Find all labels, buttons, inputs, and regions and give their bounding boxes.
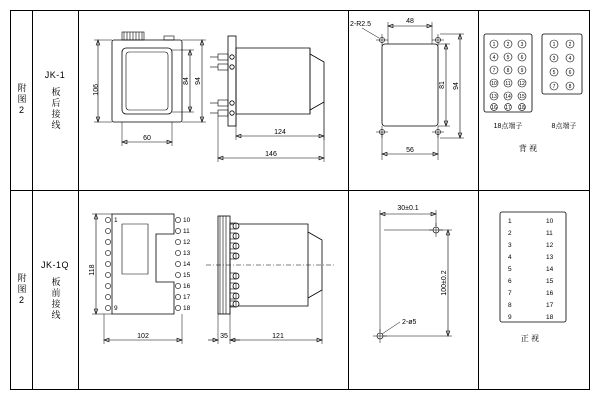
svg-text:15: 15 xyxy=(546,278,554,285)
svg-text:100±0.2: 100±0.2 xyxy=(441,270,448,296)
svg-text:14: 14 xyxy=(505,94,511,100)
terminal-group-8 xyxy=(550,40,574,90)
row2-figure-label: 附图2 xyxy=(16,273,27,307)
svg-text:8: 8 xyxy=(508,302,512,309)
svg-text:4: 4 xyxy=(568,56,572,62)
row2-model-cell xyxy=(32,190,78,390)
svg-text:1: 1 xyxy=(508,218,512,225)
svg-text:8: 8 xyxy=(568,84,572,90)
svg-text:9: 9 xyxy=(508,314,512,321)
svg-text:94: 94 xyxy=(195,77,202,85)
terminal-group-18 xyxy=(490,40,526,111)
svg-text:14: 14 xyxy=(183,261,191,268)
svg-text:17: 17 xyxy=(505,105,511,111)
row1-terminal-layout xyxy=(478,10,590,190)
row1-panel-cutout-drawing xyxy=(348,10,478,190)
row1-view-caption: 背 视 xyxy=(518,144,538,153)
svg-text:1: 1 xyxy=(552,42,556,48)
svg-text:10: 10 xyxy=(183,217,191,224)
svg-text:6: 6 xyxy=(568,70,572,76)
svg-text:2-R2.5: 2-R2.5 xyxy=(350,21,372,28)
svg-text:146: 146 xyxy=(265,151,277,158)
row1-outline-drawing xyxy=(78,10,348,190)
svg-text:94: 94 xyxy=(453,82,460,90)
svg-text:5: 5 xyxy=(506,55,510,61)
svg-text:7: 7 xyxy=(552,84,556,90)
row2-outline-drawing xyxy=(78,190,348,390)
svg-text:81: 81 xyxy=(439,81,446,89)
svg-text:1: 1 xyxy=(114,217,118,224)
svg-text:5: 5 xyxy=(552,70,556,76)
svg-text:3: 3 xyxy=(520,42,524,48)
row1-mount-type: 板后接线 xyxy=(50,86,61,131)
svg-text:13: 13 xyxy=(546,254,554,261)
svg-text:5: 5 xyxy=(508,266,512,273)
svg-text:9: 9 xyxy=(114,305,118,312)
svg-text:7: 7 xyxy=(508,290,512,297)
row2-terminal-numbering xyxy=(478,190,590,390)
svg-text:9: 9 xyxy=(520,68,524,74)
svg-text:17: 17 xyxy=(546,302,554,309)
svg-text:102: 102 xyxy=(137,333,149,340)
svg-text:56: 56 xyxy=(406,147,414,154)
svg-text:14: 14 xyxy=(546,266,554,273)
svg-text:10: 10 xyxy=(546,218,554,225)
row2-model-name: JK-1Q xyxy=(40,259,69,270)
row1-figure-label: 附图2 xyxy=(16,83,27,117)
svg-text:15: 15 xyxy=(183,272,191,279)
svg-text:6: 6 xyxy=(520,55,524,61)
row2-view-caption: 正 视 xyxy=(520,334,540,343)
terminal-18-caption: 18点端子 xyxy=(493,123,523,130)
svg-text:12: 12 xyxy=(546,242,554,249)
svg-text:1: 1 xyxy=(492,42,496,48)
svg-text:35: 35 xyxy=(220,333,228,340)
svg-text:7: 7 xyxy=(492,68,496,74)
svg-text:2: 2 xyxy=(508,230,512,237)
svg-text:11: 11 xyxy=(183,228,190,235)
row1-model-name: JK-1 xyxy=(44,69,66,80)
svg-text:30±0.1: 30±0.1 xyxy=(397,205,419,212)
svg-text:4: 4 xyxy=(508,254,512,261)
svg-text:16: 16 xyxy=(183,283,191,290)
terminal-numbers-right xyxy=(546,218,554,321)
terminal-8-caption: 8点端子 xyxy=(551,123,577,130)
svg-text:6: 6 xyxy=(508,278,512,285)
row2-figure-label-cell xyxy=(10,190,32,390)
svg-text:16: 16 xyxy=(546,290,554,297)
svg-text:121: 121 xyxy=(272,333,284,340)
svg-text:106: 106 xyxy=(92,84,100,96)
terminal-numbers-left xyxy=(508,218,512,321)
row1-figure-label-cell xyxy=(10,10,32,190)
svg-text:18: 18 xyxy=(546,314,554,321)
svg-text:4: 4 xyxy=(492,55,496,61)
svg-text:13: 13 xyxy=(491,94,497,100)
svg-text:118: 118 xyxy=(89,264,96,276)
svg-text:84: 84 xyxy=(183,77,190,85)
svg-text:60: 60 xyxy=(143,135,151,142)
svg-text:12: 12 xyxy=(183,239,191,246)
svg-text:48: 48 xyxy=(406,18,414,25)
svg-text:12: 12 xyxy=(519,81,525,87)
svg-text:17: 17 xyxy=(183,294,191,301)
svg-text:3: 3 xyxy=(552,56,556,62)
svg-text:2: 2 xyxy=(506,42,510,48)
svg-text:11: 11 xyxy=(546,230,553,237)
svg-text:2: 2 xyxy=(568,42,572,48)
svg-text:124: 124 xyxy=(274,129,286,136)
svg-text:18: 18 xyxy=(519,105,525,111)
svg-text:13: 13 xyxy=(183,250,191,257)
row2-panel-drilling-drawing xyxy=(348,190,478,390)
svg-text:11: 11 xyxy=(505,81,511,87)
row2-mount-type: 板前接线 xyxy=(50,276,61,321)
row1-model-cell xyxy=(32,10,78,190)
svg-text:18: 18 xyxy=(183,305,191,312)
svg-text:16: 16 xyxy=(491,105,497,111)
svg-text:15: 15 xyxy=(519,94,525,100)
svg-text:2-ø5: 2-ø5 xyxy=(402,319,417,326)
svg-text:3: 3 xyxy=(508,242,512,249)
svg-text:10: 10 xyxy=(491,81,497,87)
svg-text:8: 8 xyxy=(506,68,510,74)
